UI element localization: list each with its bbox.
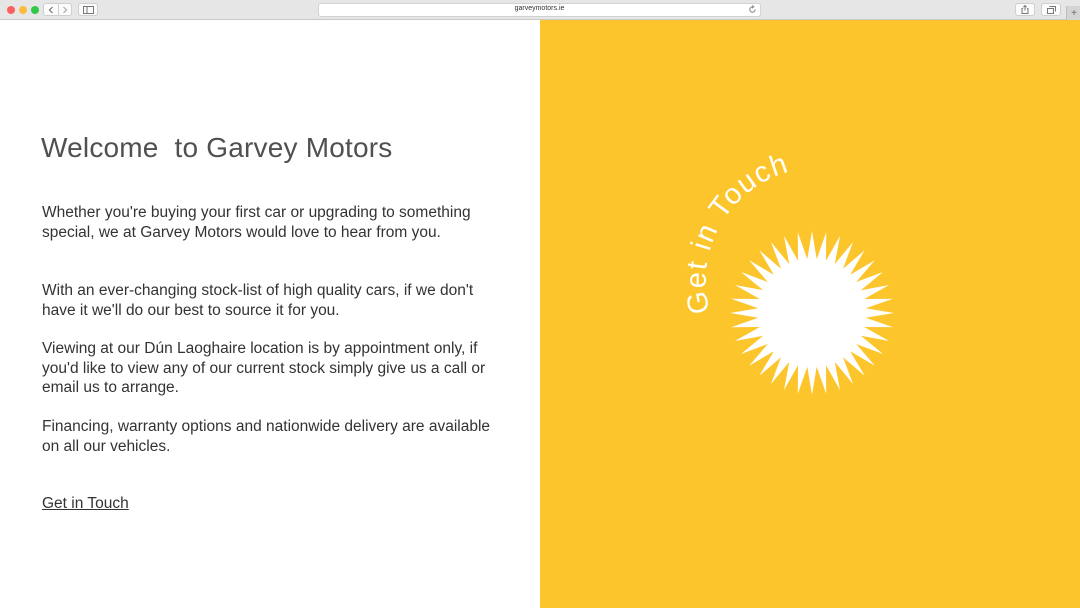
sun-burst-icon [730, 231, 894, 395]
chevron-right-icon [62, 6, 68, 14]
badge-text-path: Get in Touch [680, 147, 793, 317]
url-text: garveymotors.ie [514, 5, 565, 12]
window-zoom-button[interactable] [31, 6, 39, 14]
intro-paragraph: Whether you're buying your first car or upgrading to something special, we at Garvey Motors would love to hear from you. [42, 204, 471, 241]
sidebar-toggle-button[interactable] [78, 3, 98, 16]
get-in-touch-badge[interactable] [540, 20, 1080, 608]
get-in-touch-link[interactable]: Get in Touch [42, 495, 129, 512]
financing-paragraph: Financing, warranty options and nationwide delivery are available on all our vehicles. [42, 418, 491, 455]
tab-overview-button[interactable] [1041, 3, 1061, 16]
new-tab-button[interactable]: + [1066, 6, 1080, 20]
viewing-paragraph: Viewing at our Dún Laoghaire location is by appointment only, if you'd like to view any of our current stock simply give us a call or email us to arrange. [42, 340, 486, 396]
share-icon [1021, 5, 1029, 14]
chevron-left-icon [48, 6, 54, 14]
tabs-icon [1047, 6, 1056, 14]
hero-panel [540, 20, 1080, 608]
content-panel [0, 20, 540, 608]
reload-icon[interactable] [748, 5, 757, 14]
sidebar-icon [83, 6, 94, 14]
share-button[interactable] [1015, 3, 1035, 16]
back-button[interactable] [44, 4, 59, 15]
address-bar[interactable] [318, 3, 761, 17]
page-title: Welcome to Garvey Motors [41, 132, 393, 163]
stock-paragraph: With an ever-changing stock-list of high quality cars, if we don't have it we'll do our best to source it for you. [42, 282, 474, 319]
history-nav [43, 3, 72, 16]
forward-button[interactable] [58, 4, 72, 15]
browser-toolbar [0, 0, 1080, 20]
window-minimize-button[interactable] [19, 6, 27, 14]
window-close-button[interactable] [7, 6, 15, 14]
